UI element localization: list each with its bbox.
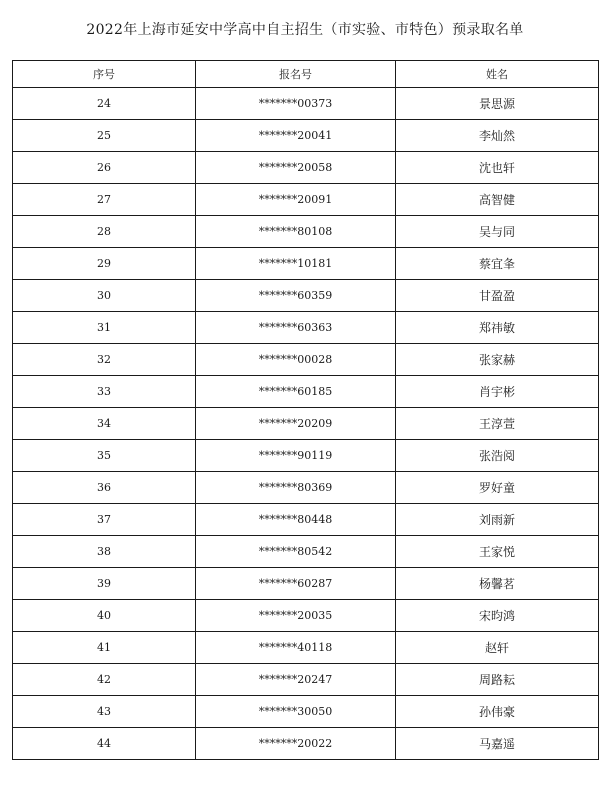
- cell-registration-number: *******80369: [196, 472, 396, 504]
- cell-seq: 34: [13, 408, 196, 440]
- cell-seq: 30: [13, 280, 196, 312]
- cell-seq: 39: [13, 568, 196, 600]
- cell-name: 甘盈盈: [396, 280, 599, 312]
- cell-seq: 33: [13, 376, 196, 408]
- header-seq: 序号: [13, 61, 196, 88]
- cell-registration-number: *******60185: [196, 376, 396, 408]
- cell-seq: 38: [13, 536, 196, 568]
- cell-seq: 29: [13, 248, 196, 280]
- cell-name: 宋昀鸿: [396, 600, 599, 632]
- cell-registration-number: *******20058: [196, 152, 396, 184]
- cell-name: 张浩阅: [396, 440, 599, 472]
- cell-name: 王家悦: [396, 536, 599, 568]
- table-row: [13, 376, 599, 408]
- cell-name: 郑祎敏: [396, 312, 599, 344]
- table-row: [13, 88, 599, 120]
- cell-registration-number: *******30050: [196, 696, 396, 728]
- admission-list-table: [12, 60, 599, 760]
- cell-seq: 25: [13, 120, 196, 152]
- cell-name: 吴与同: [396, 216, 599, 248]
- cell-registration-number: *******00028: [196, 344, 396, 376]
- table-header-row: [13, 61, 599, 88]
- cell-registration-number: *******20041: [196, 120, 396, 152]
- header-registration-number: 报名号: [196, 61, 396, 88]
- cell-seq: 40: [13, 600, 196, 632]
- cell-seq: 43: [13, 696, 196, 728]
- header-name: 姓名: [396, 61, 599, 88]
- cell-name: 李灿然: [396, 120, 599, 152]
- cell-name: 罗好童: [396, 472, 599, 504]
- table-row: [13, 600, 599, 632]
- cell-name: 张家赫: [396, 344, 599, 376]
- cell-name: 沈也轩: [396, 152, 599, 184]
- cell-registration-number: *******60359: [196, 280, 396, 312]
- table-row: [13, 248, 599, 280]
- table-row: [13, 408, 599, 440]
- cell-registration-number: *******60287: [196, 568, 396, 600]
- cell-name: 肖宇彬: [396, 376, 599, 408]
- table-row: [13, 216, 599, 248]
- cell-seq: 44: [13, 728, 196, 760]
- cell-name: 王淳萱: [396, 408, 599, 440]
- cell-registration-number: *******10181: [196, 248, 396, 280]
- cell-registration-number: *******80448: [196, 504, 396, 536]
- cell-seq: 35: [13, 440, 196, 472]
- cell-seq: 41: [13, 632, 196, 664]
- cell-seq: 42: [13, 664, 196, 696]
- cell-registration-number: *******20022: [196, 728, 396, 760]
- table-row: [13, 184, 599, 216]
- cell-seq: 27: [13, 184, 196, 216]
- table-row: [13, 344, 599, 376]
- table-row: [13, 280, 599, 312]
- cell-name: 马嘉遥: [396, 728, 599, 760]
- table-row: [13, 504, 599, 536]
- table-row: [13, 696, 599, 728]
- cell-name: 刘雨新: [396, 504, 599, 536]
- cell-seq: 32: [13, 344, 196, 376]
- cell-registration-number: *******60363: [196, 312, 396, 344]
- cell-seq: 36: [13, 472, 196, 504]
- cell-name: 赵轩: [396, 632, 599, 664]
- cell-registration-number: *******20247: [196, 664, 396, 696]
- table-row: [13, 440, 599, 472]
- table-row: [13, 472, 599, 504]
- cell-name: 高智健: [396, 184, 599, 216]
- cell-registration-number: *******20091: [196, 184, 396, 216]
- table-row: [13, 312, 599, 344]
- cell-name: 景思源: [396, 88, 599, 120]
- cell-seq: 26: [13, 152, 196, 184]
- table-row: [13, 120, 599, 152]
- cell-seq: 31: [13, 312, 196, 344]
- table-row: [13, 152, 599, 184]
- table-row: [13, 632, 599, 664]
- cell-registration-number: *******80108: [196, 216, 396, 248]
- cell-name: 蔡宜夆: [396, 248, 599, 280]
- cell-registration-number: *******00373: [196, 88, 396, 120]
- cell-registration-number: *******20035: [196, 600, 396, 632]
- cell-name: 杨馨茗: [396, 568, 599, 600]
- cell-name: 周路耘: [396, 664, 599, 696]
- cell-seq: 28: [13, 216, 196, 248]
- table-row: [13, 536, 599, 568]
- cell-registration-number: *******80542: [196, 536, 396, 568]
- table-row: [13, 568, 599, 600]
- cell-registration-number: *******40118: [196, 632, 396, 664]
- cell-seq: 24: [13, 88, 196, 120]
- cell-registration-number: *******90119: [196, 440, 396, 472]
- table-row: [13, 664, 599, 696]
- cell-registration-number: *******20209: [196, 408, 396, 440]
- cell-seq: 37: [13, 504, 196, 536]
- table-row: [13, 728, 599, 760]
- cell-name: 孙伟豪: [396, 696, 599, 728]
- page-title: 2022年上海市延安中学高中自主招生（市实验、市特色）预录取名单: [86, 22, 524, 38]
